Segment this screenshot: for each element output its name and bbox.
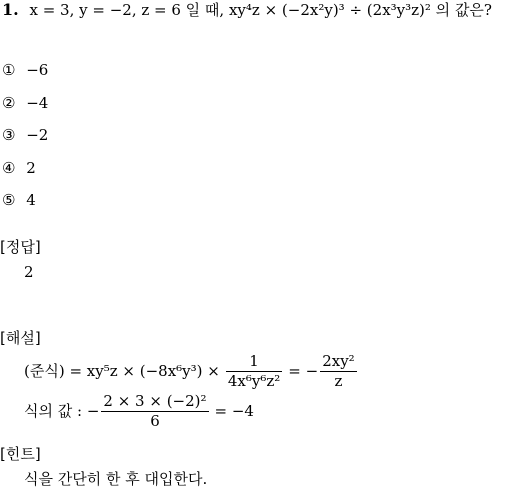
choice-4[interactable]: [2, 161, 36, 176]
solution-value-label: 식의 값 : −: [24, 401, 100, 420]
question: [2, 2, 492, 18]
solution-line-2: [24, 388, 254, 434]
choice-value: 4: [26, 191, 36, 209]
choice-marker: ①: [2, 61, 16, 79]
choice-marker: ⑤: [2, 191, 16, 209]
fraction-numerator: 2xy²: [322, 351, 355, 370]
choice-value: −4: [26, 94, 49, 112]
choice-2[interactable]: [2, 96, 48, 111]
choice-5[interactable]: [2, 193, 36, 208]
choice-marker: ③: [2, 126, 16, 144]
hint-text: 식을 간단히 한 후 대입한다.: [24, 470, 208, 488]
solution-heading: [해설]: [0, 329, 41, 347]
choice-value: −6: [26, 61, 49, 79]
choice-value: −2: [26, 126, 49, 144]
answer-heading: [정답]: [0, 238, 41, 256]
solution-result: = −4: [214, 401, 254, 420]
choice-1[interactable]: [2, 63, 48, 78]
question-number: 1.: [2, 0, 19, 19]
choice-marker: ④: [2, 159, 16, 177]
choice-marker: ②: [2, 94, 16, 112]
fraction-denominator: 4x⁶y⁶z²: [227, 371, 281, 390]
solution-expr: (준식) = xy⁵z × (−8x⁶y³) ×: [24, 361, 220, 380]
fraction-numerator: 1: [226, 354, 282, 372]
solution-equals: = −: [288, 361, 319, 380]
hint-heading: [힌트]: [0, 445, 41, 463]
fraction-denominator: z: [334, 371, 343, 390]
solution-fraction-2: [320, 351, 357, 390]
fraction-denominator: 6: [150, 411, 160, 430]
solution-fraction-3: [101, 391, 208, 430]
choice-3[interactable]: [2, 128, 48, 143]
question-text: x = 3, y = −2, z = 6 일 때, xy⁴z × (−2x²y)³ ÷ (2x³y³z)² 의 값은?: [29, 1, 492, 19]
answer-value: 2: [24, 263, 34, 281]
fraction-numerator: 2 × 3 × (−2)²: [103, 391, 207, 410]
choice-value: 2: [26, 159, 36, 177]
solution-fraction-1: [226, 351, 282, 390]
